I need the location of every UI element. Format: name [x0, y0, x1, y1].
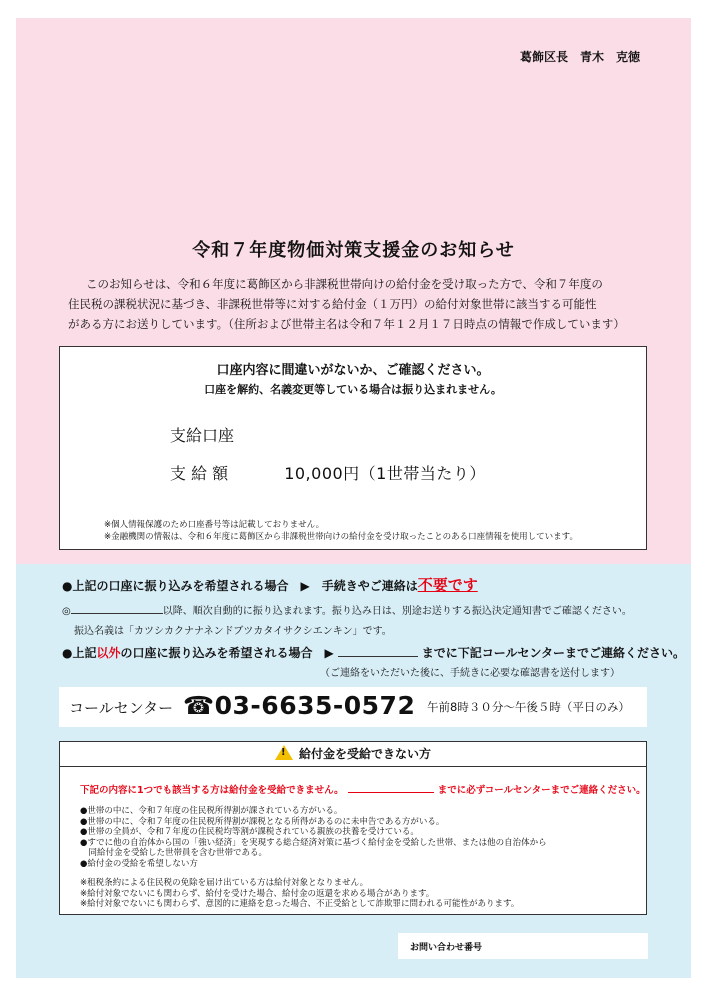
- deadline-blank: [338, 646, 418, 657]
- ineligible-warning-text: までに必ずコールセンターまでご連絡ください。: [437, 785, 646, 796]
- option-same-account: [62, 574, 478, 595]
- list-item: ●世帯の中に、令和７年度の住民税所得割が課されている方がいる。: [80, 806, 343, 816]
- intro-line: がある方にお送りしています。（住所および世帯主名は令和７年１２月１７日時点の情報で作成しています）: [68, 317, 625, 331]
- amount-value: 10,000円（1世帯当たり）: [284, 464, 486, 483]
- account-label: 支給口座: [170, 426, 235, 445]
- ineligible-warning: [80, 782, 646, 796]
- list-item: 同給付金を受給した世帯員を含む世帯である。: [80, 848, 268, 859]
- option-other-text: の口座に振り込みを希望される場合 ▶: [120, 646, 334, 660]
- other-emphasis: 以外: [96, 646, 121, 660]
- account-notes: [104, 519, 578, 543]
- call-center-banner: [59, 687, 647, 727]
- ineligible-notes: [80, 878, 519, 910]
- ineligible-box: [59, 741, 647, 915]
- list-item: ●世帯の全員が、令和７年度の住民税均等割が課税されている親族の扶養を受けている。: [80, 827, 419, 838]
- list-item: ※給付対象でないにも関わらず、給付を受けた場合、給付金の返還を求める場合があります。: [80, 888, 435, 899]
- call-center-phone[interactable]: ☎03-6635-0572: [183, 691, 416, 720]
- intro-paragraph: [68, 274, 648, 334]
- deadline-blank: [348, 784, 434, 793]
- ineligible-heading-text: 給付金を受給できない方: [298, 747, 431, 761]
- account-info-box: [59, 346, 647, 550]
- inquiry-number-label: お問い合わせ番号: [410, 943, 483, 953]
- warning-icon: !: [275, 745, 293, 760]
- date-blank: [71, 604, 163, 614]
- option-other-contact: までに下記コールセンターまでご連絡ください。: [421, 646, 686, 660]
- account-warning-subheading: 口座を解約、名義変更等している場合は振り込まれません。: [204, 383, 502, 396]
- account-note: ※金融機関の情報は、令和６年度に葛飾区から非課税世帯向けの給付金を受け取ったことのある口座情報を使用しています。: [104, 532, 578, 542]
- list-item: ●すでに他の自治体から国の「強い経済」を実現する総合経済対策に基づく給付金を受給した世帯、または他の自治体から: [80, 837, 547, 848]
- call-center-label: コールセンター: [69, 699, 174, 717]
- intro-line: 住民税の課税状況に基づき、非課税世帯等に対する給付金（１万円）の給付対象世帯に該当する可能性: [68, 297, 597, 311]
- page-title: 令和７年度物価対策支援金のお知らせ: [192, 240, 515, 261]
- list-item: ※給付対象でないにも関わらず、意図的に連絡を怠った場合、不正受給として詐欺罪に問われる可能性があります。: [80, 899, 520, 910]
- not-required-emphasis: 不要です: [417, 576, 478, 594]
- option-other-account: [62, 644, 685, 661]
- ineligible-list: [80, 806, 547, 870]
- option-same-text: ●上記の口座に振り込みを希望される場合 ▶ 手続きやご連絡は: [62, 579, 418, 593]
- transfer-name-note: 振込名義は「カツシカクナナネンドブツカタイサクシエンキン」です。: [74, 626, 392, 637]
- signature: 葛飾区長 青木 克徳: [520, 50, 641, 64]
- account-check-heading: 口座内容に間違いがないか、ご確認ください。: [216, 363, 490, 378]
- amount-label: 支 給 額: [170, 464, 229, 483]
- auto-transfer-text: 以降、順次自動的に振り込まれます。振り込み日は、別途お送りする振込決定通知書でご確認ください。: [162, 606, 632, 617]
- inquiry-number-box: [398, 933, 648, 959]
- ineligible-warning-text: 下記の内容に1つでも該当する方は給付金を受給できません。: [80, 785, 344, 796]
- intro-line: このお知らせは、令和６年度に葛飾区から非課税世帯向けの給付金を受け取った方で、令和７年度の: [86, 277, 603, 291]
- ineligible-heading: [60, 742, 646, 767]
- auto-transfer-note: [62, 602, 632, 617]
- option-other-text: ●上記: [62, 646, 97, 660]
- double-circle-icon: ◎: [62, 606, 71, 617]
- list-item: ●世帯の中に、令和７年度の住民税所得割が課税となる所得があるのに未申告である方がいる。: [80, 816, 445, 827]
- list-item: ※租税条約による住民税の免除を届け出ている方は給付対象となりません。: [80, 878, 369, 888]
- account-note: ※個人情報保護のため口座番号等は記載しておりません。: [104, 520, 325, 530]
- call-center-hours: 午前8時３０分～午後５時（平日のみ）: [427, 700, 630, 714]
- list-item: ●給付金の受給を希望しない方: [80, 858, 198, 869]
- amount-row: [170, 461, 486, 484]
- confirmation-note: （ご連絡をいただいた後に、手続きに必要な確認書を送付します）: [320, 668, 620, 679]
